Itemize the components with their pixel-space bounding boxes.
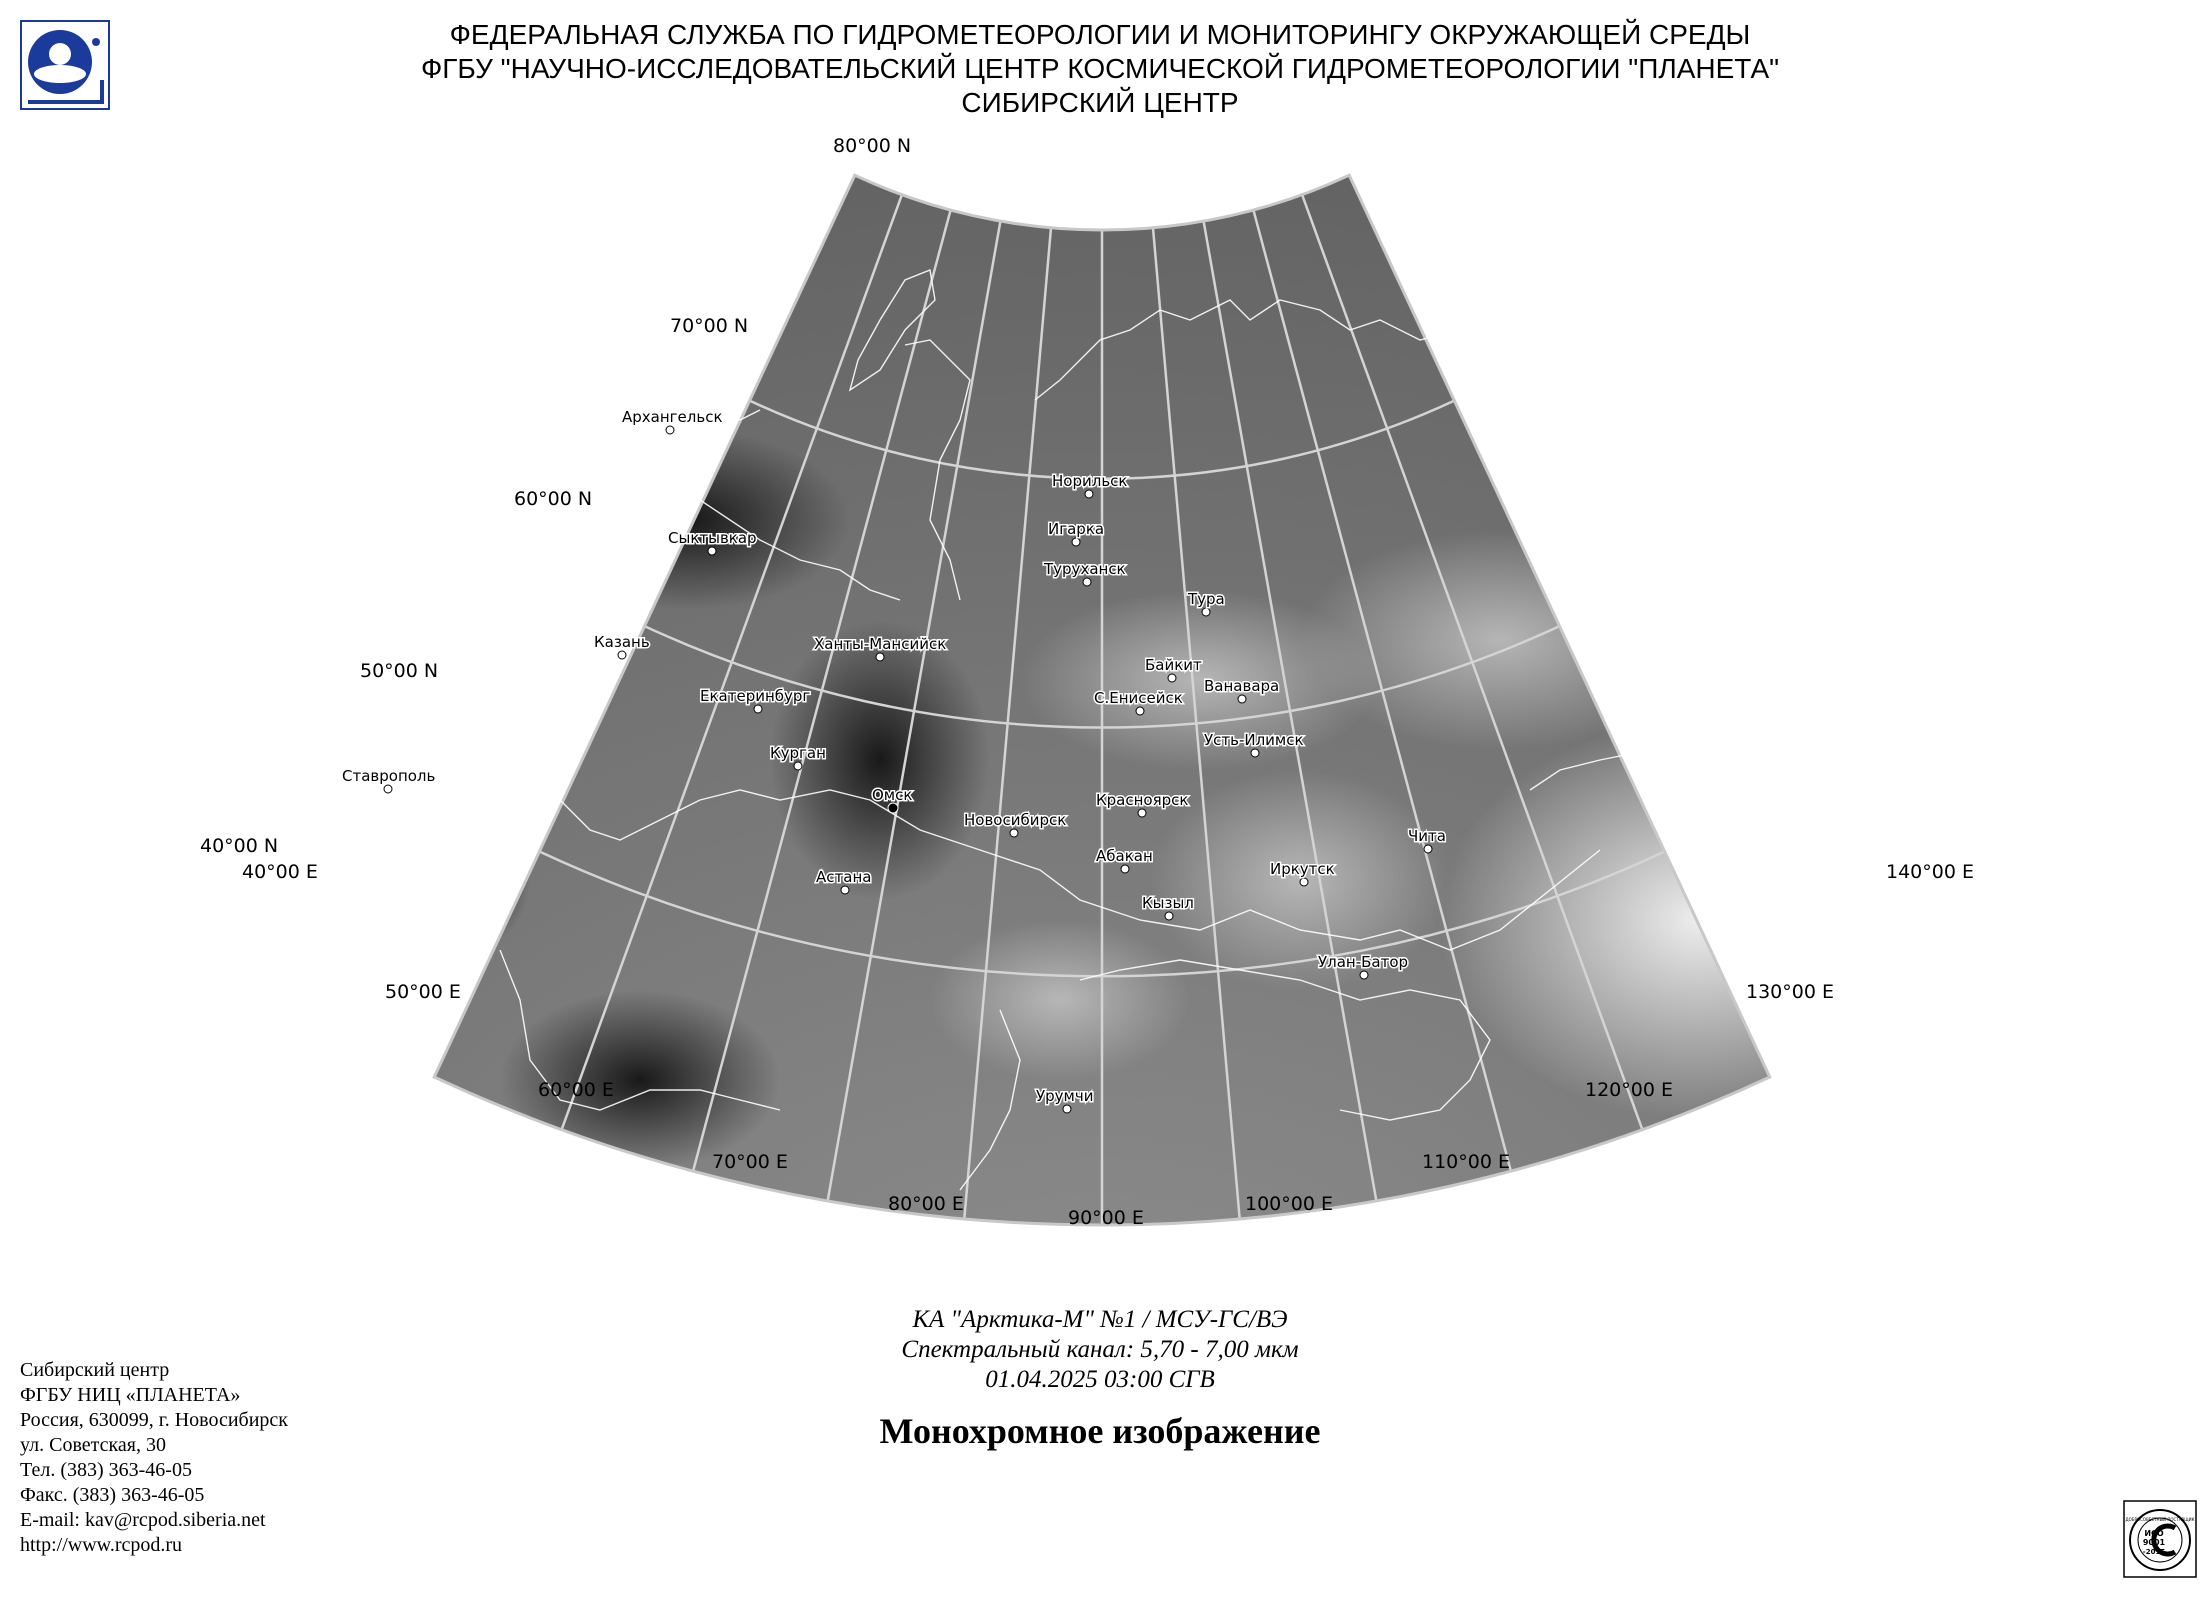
contact-line: Сибирский центр	[20, 1359, 170, 1381]
lon-label-90: 90°00 E	[1068, 1207, 1144, 1229]
lon-label-100: 100°00 E	[1245, 1193, 1333, 1215]
lon-label-110: 110°00 E	[1422, 1151, 1510, 1173]
city-stavropol	[342, 767, 435, 793]
svg-text:Ставрополь: Ставрополь	[342, 767, 436, 785]
header-line-1: ФЕДЕРАЛЬНАЯ СЛУЖБА ПО ГИДРОМЕТЕОРОЛОГИИ И МОНИТОРИНГУ ОКРУЖАЮЩЕЙ СРЕДЫ	[449, 19, 1751, 50]
lat-label-60: 60°00 N	[514, 488, 593, 510]
svg-text:Кызыл: Кызыл	[1142, 894, 1194, 912]
svg-text:Курган: Курган	[770, 744, 826, 762]
image-title: Монохромное изображение	[879, 1411, 1321, 1451]
image-caption	[700, 1305, 1500, 1395]
contact-line: Тел. (383) 363-46-05	[20, 1459, 192, 1481]
svg-text:Тура: Тура	[1188, 590, 1225, 608]
contact-line: Факс. (383) 363-46-05	[20, 1484, 205, 1506]
lon-label-80: 80°00 E	[888, 1193, 964, 1215]
contact-line: ул. Советская, 30	[20, 1434, 166, 1456]
lat-label-50: 50°00 N	[360, 660, 439, 682]
contact-line: http://www.rcpod.ru	[20, 1534, 183, 1556]
svg-text:ИСО: ИСО	[2144, 1529, 2164, 1538]
svg-text:Иркутск: Иркутск	[1270, 860, 1335, 878]
lon-label-120: 120°00 E	[1585, 1079, 1673, 1101]
svg-text:9001: 9001	[2142, 1538, 2166, 1547]
satellite-name: КА "Арктика-М" №1 / МСУ-ГС/ВЭ	[912, 1306, 1288, 1333]
contact-line: ФГБУ НИЦ «ПЛАНЕТА»	[20, 1384, 241, 1406]
lon-label-60: 60°00 E	[538, 1079, 614, 1101]
svg-text:Чита: Чита	[1408, 827, 1446, 845]
lon-label-130: 130°00 E	[1746, 981, 1834, 1003]
lat-label-80: 80°00 N	[833, 135, 912, 157]
lon-label-70: 70°00 E	[712, 1151, 788, 1173]
svg-text:ДОБРОСОВЕСТНЫЙ ПОСТАВЩИК: ДОБРОСОВЕСТНЫЙ ПОСТАВЩИК	[2125, 1517, 2195, 1522]
header-line-2: ФГБУ "НАУЧНО-ИССЛЕДОВАТЕЛЬСКИЙ ЦЕНТР КОСМИЧЕСКОЙ ГИДРОМЕТЕОРОЛОГИИ "ПЛАНЕТА"	[420, 53, 1780, 84]
svg-text:Архангельск: Архангельск	[622, 408, 723, 426]
contact-line: Россия, 630099, г. Новосибирск	[20, 1409, 289, 1431]
city-arkhangelsk	[622, 408, 723, 434]
lat-label-40: 40°00 N	[200, 835, 279, 857]
svg-text:Красноярск: Красноярск	[1096, 791, 1189, 809]
svg-text:Ханты-Мансийск: Ханты-Мансийск	[814, 635, 947, 653]
svg-text:Улан-Батор: Улан-Батор	[1318, 953, 1409, 971]
iso-badge	[2123, 1500, 2197, 1578]
svg-text:Сыктывкар: Сыктывкар	[668, 529, 757, 547]
lat-label-70: 70°00 N	[670, 315, 749, 337]
contact-line: E-mail: kav@rcpod.siberia.net	[20, 1509, 266, 1531]
svg-text:Омск: Омск	[872, 786, 913, 804]
svg-text:Урумчи: Урумчи	[1036, 1087, 1094, 1105]
header-line-3: СИБИРСКИЙ ЦЕНТР	[961, 87, 1239, 118]
image-datetime: 01.04.2025 03:00 СГВ	[985, 1366, 1215, 1393]
svg-text:Абакан: Абакан	[1096, 847, 1153, 865]
lon-label-50: 50°00 E	[385, 981, 461, 1003]
svg-text:Усть-Илимск: Усть-Илимск	[1204, 731, 1304, 749]
svg-text:Байкит: Байкит	[1145, 656, 1202, 674]
svg-text:Новосибирск: Новосибирск	[964, 811, 1067, 829]
svg-text:-2015: -2015	[2142, 1548, 2166, 1556]
contact-info	[20, 1358, 288, 1558]
lon-label-140: 140°00 E	[1886, 861, 1974, 883]
svg-text:Астана: Астана	[816, 868, 872, 886]
lon-label-40: 40°00 E	[242, 861, 318, 883]
svg-text:Игарка: Игарка	[1048, 520, 1105, 538]
spectral-channel: Спектральный канал: 5,70 - 7,00 мкм	[901, 1336, 1299, 1363]
svg-text:С.Енисейск: С.Енисейск	[1094, 689, 1183, 707]
svg-text:Ванавара: Ванавара	[1204, 677, 1280, 695]
svg-text:Казань: Казань	[594, 633, 650, 651]
svg-text:Норильск: Норильск	[1052, 472, 1128, 490]
svg-text:Екатеринбург: Екатеринбург	[700, 687, 811, 705]
svg-text:Туруханск: Туруханск	[1044, 560, 1126, 578]
